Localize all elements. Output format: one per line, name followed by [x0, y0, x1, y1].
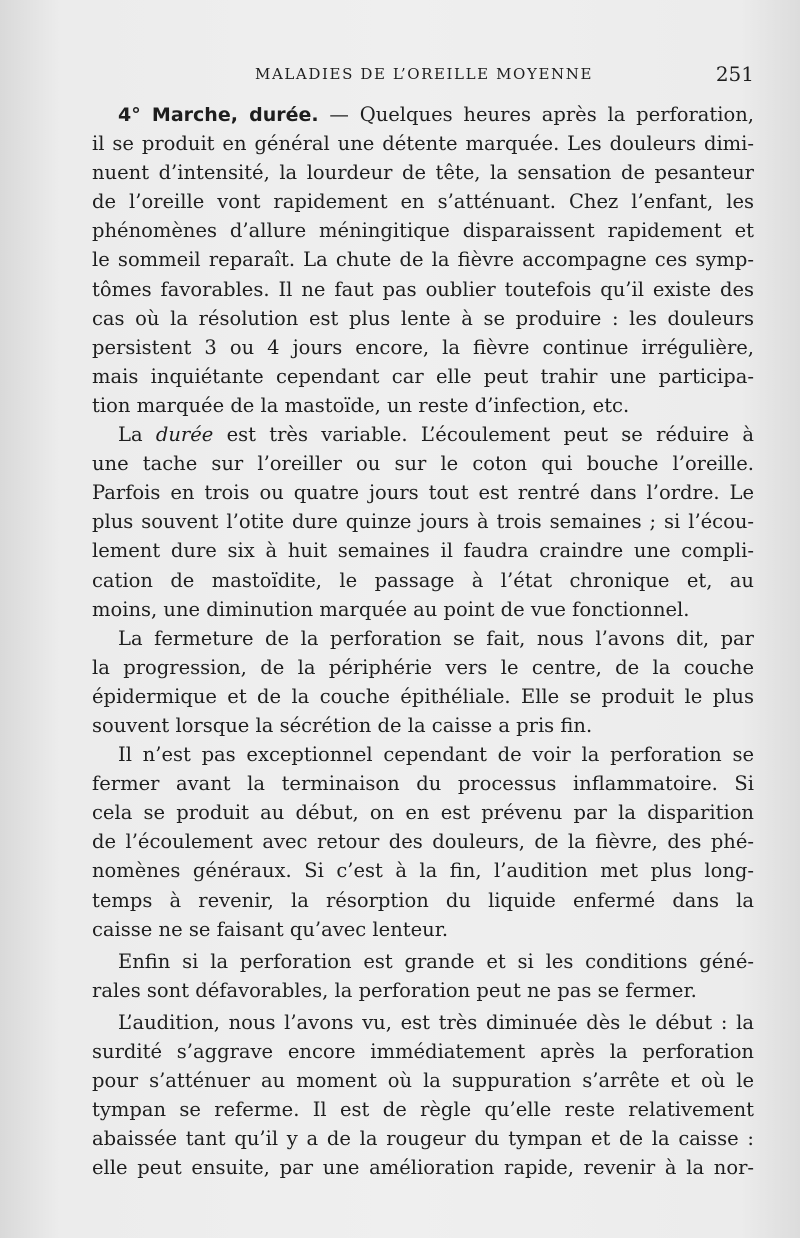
text-line: il se produit en général une détente marquée. Les douleurs dimi-: [92, 132, 754, 156]
text-line: de l’écoulement avec retour des douleurs, de la fièvre, des phé-: [92, 830, 754, 854]
paragraph-marche-duree: [92, 100, 754, 420]
text-line: [92, 420, 754, 449]
text-line: tympan se referme. Il est de règle qu’elle reste relativement: [92, 1098, 754, 1122]
running-head: [94, 62, 754, 86]
text-line: épidermique et de la couche épithéliale. Elle se produit le plus: [92, 684, 754, 708]
text-line: caisse ne se faisant qu’avec lenteur.: [92, 917, 449, 941]
text-line: rales sont défavorables, la perforation peut ne pas se fermer.: [92, 978, 697, 1002]
text-line: La fermeture de la perforation se fait, nous l’avons dit, par: [118, 626, 754, 650]
paragraph-duree: [92, 420, 754, 624]
text-line: nomènes généraux. Si c’est à la fin, l’audition met plus long-: [92, 859, 754, 883]
text-line: plus souvent l’otite dure quinze jours à trois semaines ; si l’écou-: [92, 510, 754, 534]
text-line: persistent 3 ou 4 jours encore, la fièvre continue irrégulière,: [92, 335, 754, 359]
text-line: souvent lorsque la sécrétion de la caisse a pris fin.: [92, 713, 593, 737]
text-line: surdité s’aggrave encore immédiatement après la perforation: [92, 1040, 754, 1063]
text-line: une tache sur l’oreiller ou sur le coton qui bouche l’oreille.: [92, 452, 754, 476]
paragraph-enfin: [92, 947, 754, 1005]
text-line: pour s’atténuer au moment où la suppuration s’arrête et où le: [92, 1069, 754, 1093]
section-heading: 4° Marche, durée.: [118, 104, 319, 126]
text-line: cation de mastoïdite, le passage à l’état chronique et, au: [92, 568, 754, 592]
text-line: cela se produit au début, on en est prévenu par la disparition: [92, 801, 754, 825]
text-line: le sommeil reparaît. La chute de la fièvre accompagne ces symp-: [92, 248, 754, 272]
text-run: — Quelques heures après la perforation,: [318, 103, 754, 126]
text-line: tômes favorables. Il ne faut pas oublier toutefois qu’il existe des: [92, 277, 754, 301]
text-line: de l’oreille vont rapidement en s’atténuant. Chez l’enfant, les: [92, 190, 754, 214]
text-line: fermer avant la terminaison du processus inflammatoire. Si: [92, 772, 754, 796]
running-title: MALADIES DE L’OREILLE MOYENNE: [254, 65, 594, 83]
text-line: temps à revenir, la résorption du liquide enfermé dans la: [92, 888, 754, 912]
text-line: L’audition, nous l’avons vu, est très diminuée dès le début : la: [118, 1010, 754, 1034]
text-line: nuent d’intensité, la lourdeur de tête, la sensation de pesanteur: [92, 161, 754, 185]
text-run: La: [118, 423, 156, 447]
text-line: cas où la résolution est plus lente à se produire : les douleurs: [92, 306, 754, 330]
text-line: lement dure six à huit semaines il faudra craindre une compli-: [92, 539, 754, 563]
paragraph-fermeture: [92, 624, 754, 740]
text-line: abaissée tant qu’il y a de la rougeur du tympan et de la caisse :: [92, 1127, 754, 1151]
text-line: tion marquée de la mastoïde, un reste d’infection, etc.: [92, 393, 630, 417]
paragraph-exceptionnel: [92, 740, 754, 944]
text-line: Parfois en trois ou quatre jours tout est rentré dans l’ordre. Le: [92, 481, 754, 505]
text-line: phénomènes d’allure méningitique disparaissent rapidement et: [92, 219, 754, 243]
page-number: 251: [715, 62, 754, 86]
text-line: mais inquiétante cependant car elle peut trahir une participa-: [92, 364, 754, 388]
body-text: [92, 100, 754, 1182]
text-line: [92, 100, 754, 129]
text-line: Enfin si la perforation est grande et si les conditions géné-: [118, 949, 754, 973]
text-run: est très variable. L’écoulement peut se réduire à: [213, 423, 754, 447]
text-line: Il n’est pas exceptionnel cependant de voir la perforation se: [118, 743, 754, 767]
text-line: la progression, de la périphérie vers le centre, de la couche: [92, 655, 754, 679]
text-line: moins, une diminution marquée au point de vue fonctionnel.: [92, 597, 690, 621]
paragraph-audition: [92, 1008, 754, 1183]
text-line: elle peut ensuite, par une amélioration rapide, revenir à la nor-: [92, 1156, 754, 1180]
italic-term: durée: [155, 423, 214, 447]
